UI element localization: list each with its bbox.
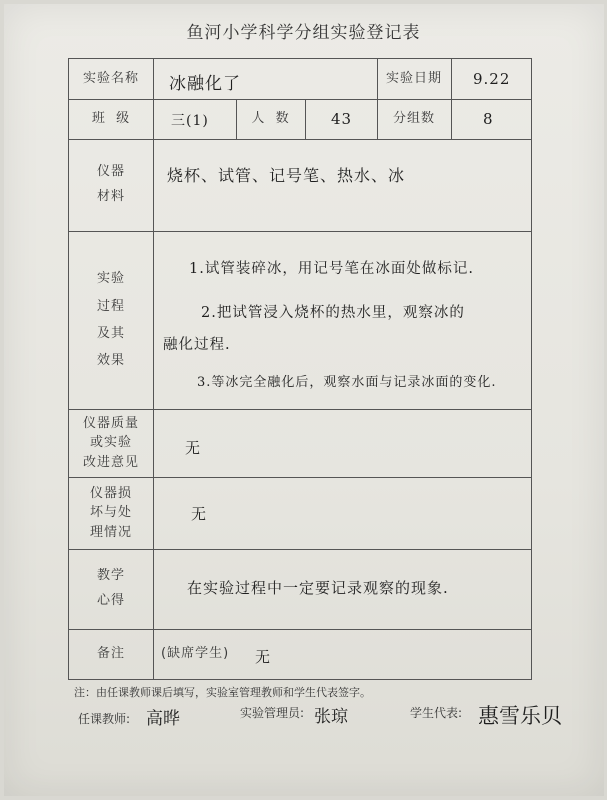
student-representative-signature: 惠雪乐贝 bbox=[478, 704, 562, 728]
insight-label-line: 教学 bbox=[96, 568, 125, 584]
process-label-line: 效果 bbox=[96, 353, 125, 369]
damage-label-line: 理情况 bbox=[89, 524, 132, 540]
experiment-name-value: 冰融化了 bbox=[169, 74, 241, 94]
experiment-date-label: 实验日期 bbox=[385, 70, 442, 86]
process-label-line: 实验 bbox=[96, 271, 125, 287]
quality-label bbox=[69, 409, 153, 477]
group-count-label: 分组数 bbox=[392, 110, 435, 126]
process-step-3: 3.等冰完全融化后，观察水面与记录冰面的变化. bbox=[197, 375, 497, 390]
quality-label-line: 仪器质量 bbox=[82, 415, 139, 431]
student-count-label: 人 数 bbox=[251, 110, 290, 126]
registration-form bbox=[68, 58, 532, 680]
remarks-label: 备注 bbox=[96, 645, 125, 661]
damage-label-line: 坏与处 bbox=[89, 505, 132, 521]
remarks-prefix: (缺席学生) bbox=[161, 645, 230, 661]
experiment-name-label: 实验名称 bbox=[82, 70, 139, 86]
equipment-value: 烧杯、试管、记号笔、热水、冰 bbox=[167, 166, 406, 185]
damage-label bbox=[69, 477, 153, 549]
class-label: 班 级 bbox=[91, 110, 131, 126]
experiment-date-value: 9.22 bbox=[473, 70, 511, 88]
equipment-label bbox=[69, 139, 153, 231]
class-value: 三(1) bbox=[171, 113, 209, 129]
damage-value: 无 bbox=[191, 505, 208, 523]
student-count-value: 43 bbox=[331, 110, 353, 128]
damage-label-line: 仪器损 bbox=[89, 485, 132, 501]
student-representative-label: 学生代表: bbox=[410, 706, 463, 720]
quality-value: 无 bbox=[185, 439, 202, 457]
insight-value: 在实验过程中一定要记录观察的现象. bbox=[187, 579, 449, 597]
quality-label-line: 改进意见 bbox=[82, 454, 139, 470]
group-count-value: 8 bbox=[483, 110, 494, 128]
remarks-value: 无 bbox=[255, 648, 272, 666]
process-step-2-continued: 融化过程. bbox=[163, 337, 231, 353]
quality-label-line: 或实验 bbox=[89, 435, 132, 451]
insight-label-line: 心得 bbox=[96, 593, 125, 608]
process-label-line: 过程 bbox=[96, 298, 125, 314]
lab-manager-signature: 张琼 bbox=[314, 707, 348, 727]
column-divider bbox=[305, 99, 306, 139]
label-column-divider bbox=[153, 59, 154, 679]
teacher-signature-label: 任课教师: bbox=[78, 712, 131, 726]
equipment-label-line: 材料 bbox=[96, 189, 125, 204]
process-step-2: 2.把试管浸入烧杯的热水里，观察冰的 bbox=[201, 305, 465, 321]
footnote: 注：由任课教师课后填写，实验室管理教师和学生代表签字。 bbox=[74, 686, 371, 699]
form-title: 鱼河小学科学分组实验登记表 bbox=[186, 23, 421, 43]
lab-manager-signature-label: 实验管理员: bbox=[240, 706, 305, 720]
process-label bbox=[69, 231, 153, 409]
equipment-label-line: 仪器 bbox=[96, 164, 125, 180]
insight-label bbox=[69, 549, 153, 629]
process-label-line: 及其 bbox=[96, 326, 125, 341]
process-step-1: 1.试管装碎冰，用记号笔在冰面处做标记. bbox=[189, 261, 474, 277]
teacher-signature: 高晔 bbox=[146, 709, 180, 729]
column-divider bbox=[451, 59, 452, 139]
